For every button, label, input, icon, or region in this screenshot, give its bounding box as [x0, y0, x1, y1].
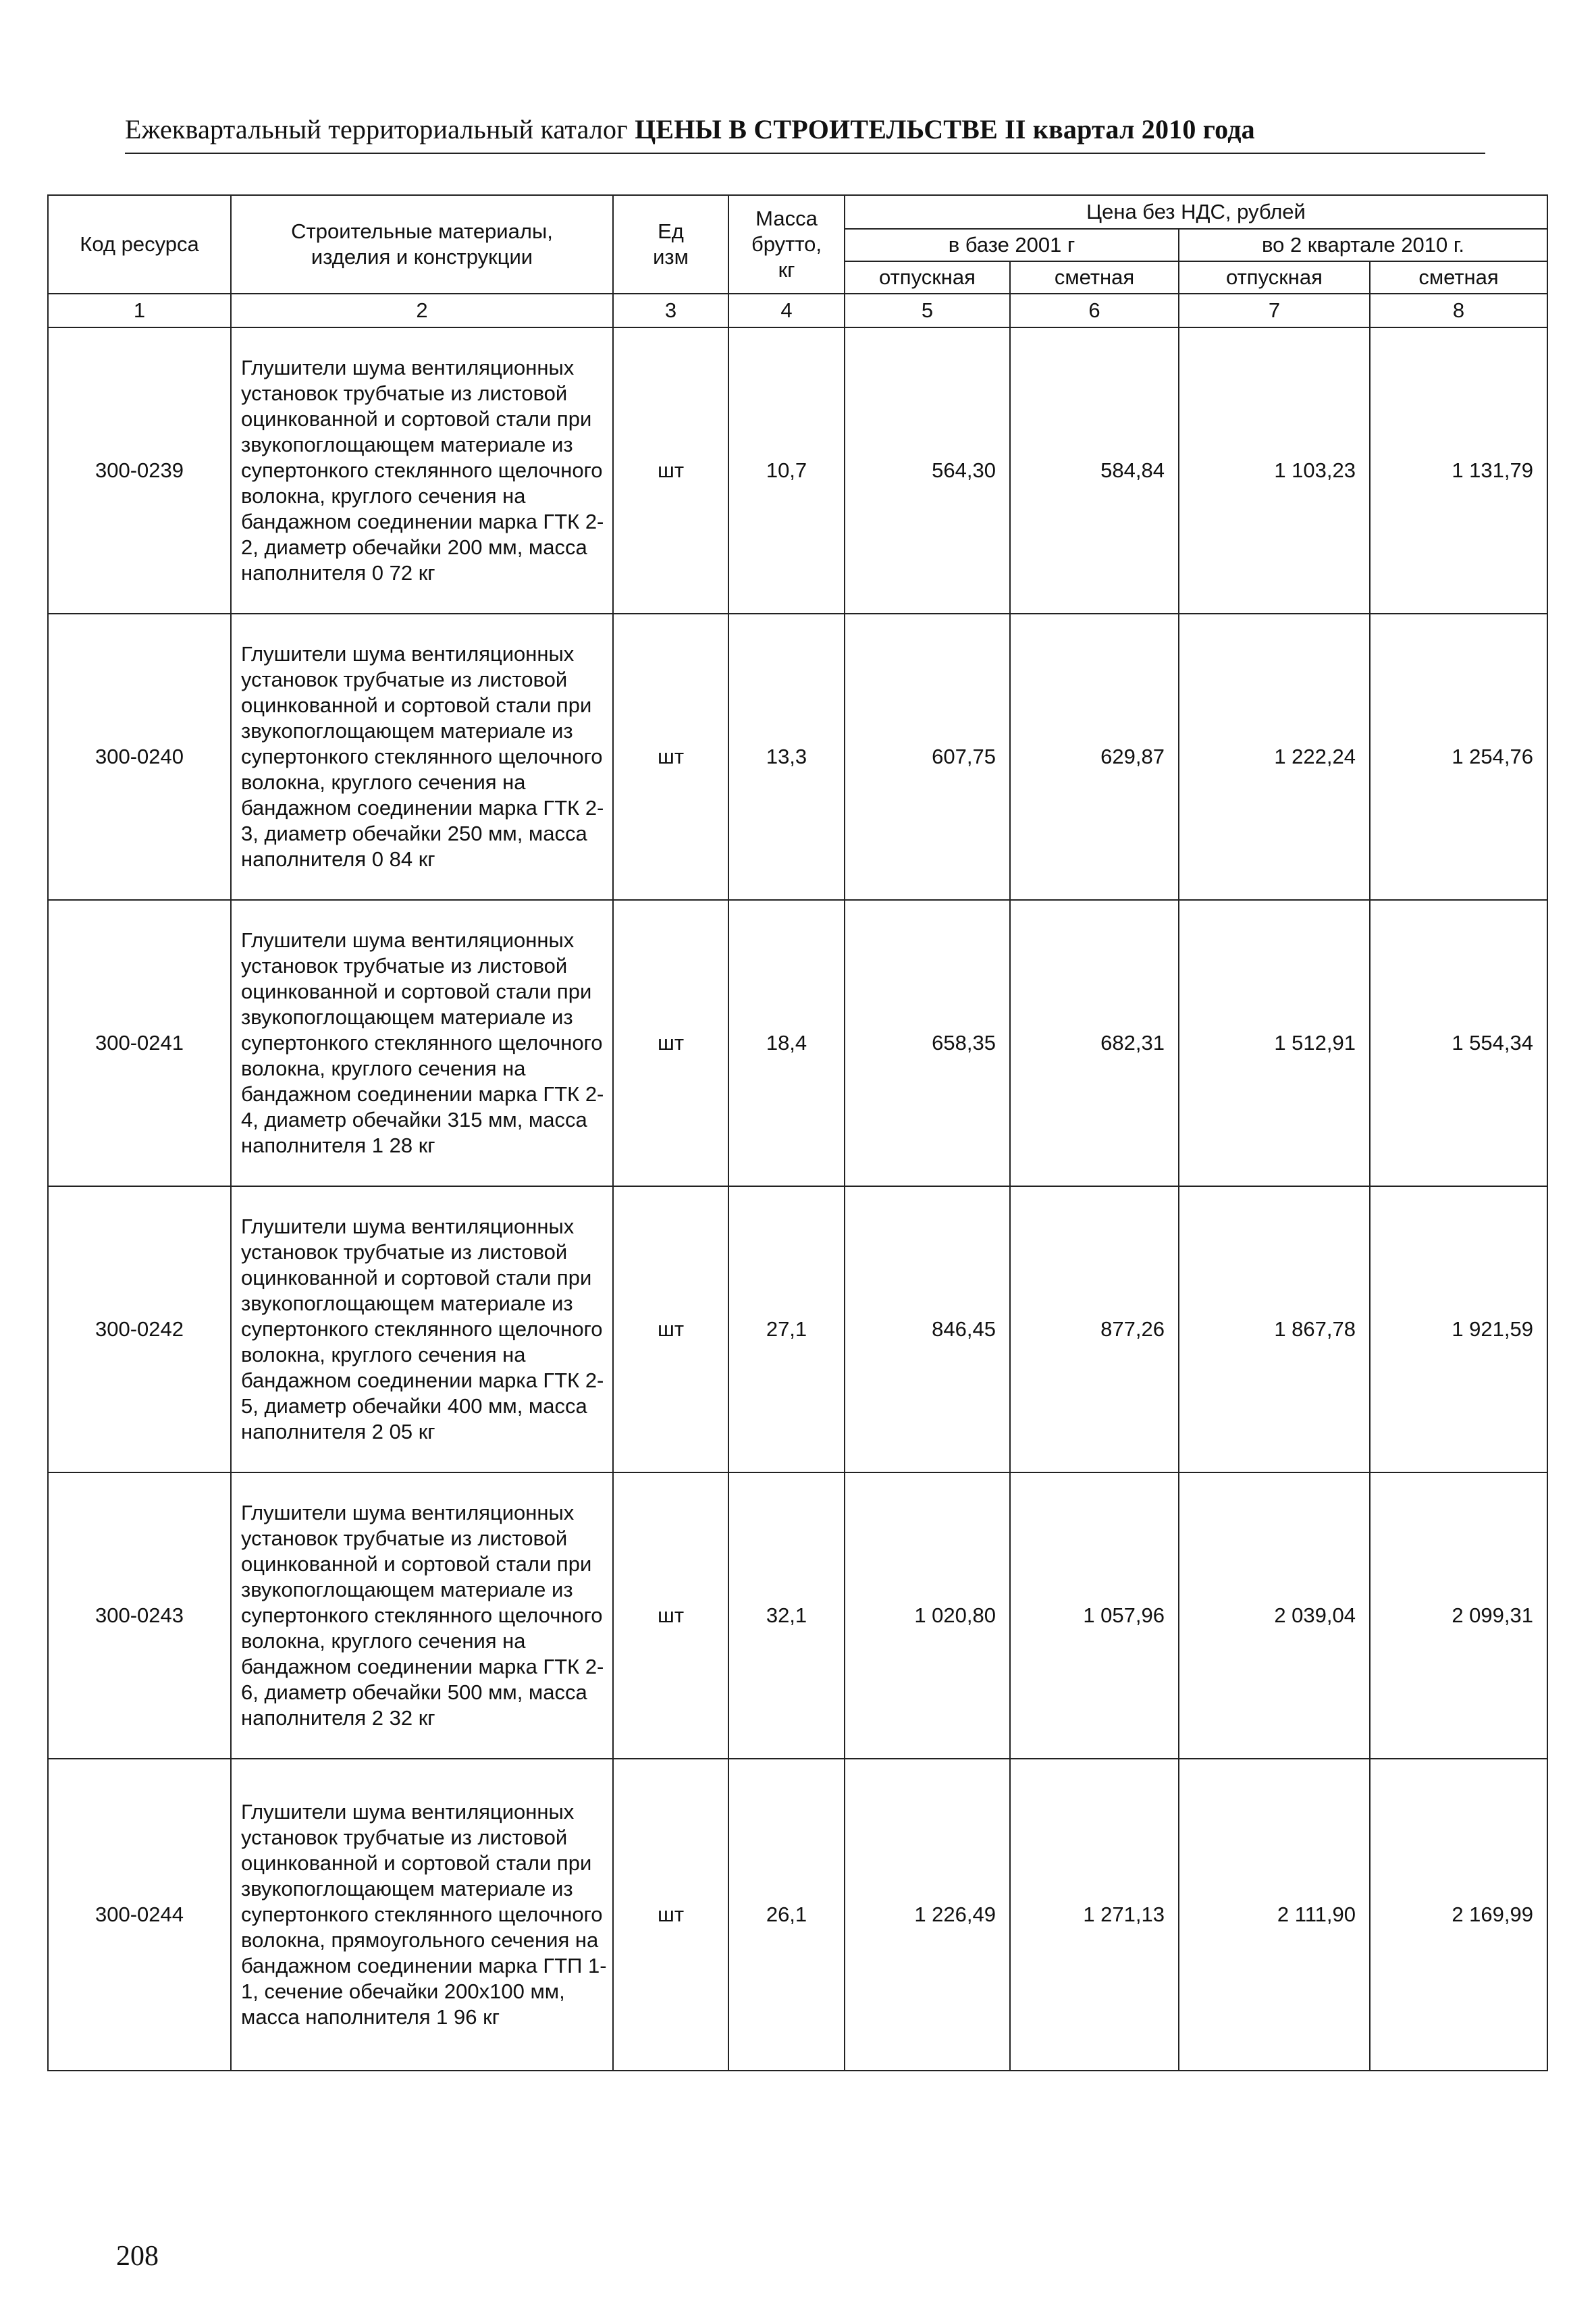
q2-release-price: 2 039,04 — [1179, 1472, 1370, 1759]
resource-code: 300-0239 — [48, 327, 231, 614]
unit-cell: шт — [613, 900, 728, 1186]
base-release-price: 658,35 — [845, 900, 1010, 1186]
table-row — [48, 614, 1547, 900]
unit-cell: шт — [613, 1186, 728, 1472]
page-number: 208 — [116, 2241, 159, 2272]
header-q2-2010: во 2 квартале 2010 г. — [1179, 229, 1547, 261]
q2-estimate-price: 1 921,59 — [1370, 1186, 1547, 1472]
base-estimate-price: 877,26 — [1010, 1186, 1179, 1472]
resource-code: 300-0242 — [48, 1186, 231, 1472]
column-number: 8 — [1370, 294, 1547, 327]
base-release-price: 1 226,49 — [845, 1759, 1010, 2071]
base-release-price: 1 020,80 — [845, 1472, 1010, 1759]
material-description: Глушители шума вентиляционных установок трубчатые из листовой оцинкованной и сортовой стали при звукопоглощающем материале из супертонкого стеклянного щелочного волокна, круглого сечения на бандажном соединении марка ГТК 2-5, диаметр обечайки 400 мм, масса наполнителя 2 05 кг — [231, 1186, 613, 1472]
resource-code: 300-0244 — [48, 1759, 231, 2071]
mass-cell: 32,1 — [728, 1472, 845, 1759]
mass-cell: 18,4 — [728, 900, 845, 1186]
table-row — [48, 1186, 1547, 1472]
base-estimate-price: 1 057,96 — [1010, 1472, 1179, 1759]
header-materials: Строительные материалы, изделия и конструкции — [231, 195, 613, 294]
unit-cell: шт — [613, 1472, 728, 1759]
q2-release-price: 2 111,90 — [1179, 1759, 1370, 2071]
unit-cell: шт — [613, 614, 728, 900]
mass-cell: 26,1 — [728, 1759, 845, 2071]
q2-estimate-price: 1 554,34 — [1370, 900, 1547, 1186]
column-number: 6 — [1010, 294, 1179, 327]
material-description: Глушители шума вентиляционных установок трубчатые из листовой оцинкованной и сортовой стали при звукопоглощающем материале из супертонкого стеклянного щелочного волокна, круглого сечения на бандажном соединении марка ГТК 2-3, диаметр обечайки 250 мм, масса наполнителя 0 84 кг — [231, 614, 613, 900]
table-row — [48, 327, 1547, 614]
q2-estimate-price: 1 131,79 — [1370, 327, 1547, 614]
mass-cell: 27,1 — [728, 1186, 845, 1472]
resource-code: 300-0243 — [48, 1472, 231, 1759]
price-table — [47, 194, 1548, 2071]
resource-code: 300-0240 — [48, 614, 231, 900]
q2-release-price: 1 222,24 — [1179, 614, 1370, 900]
header-catalog-name: ЦЕНЫ В СТРОИТЕЛЬСТВЕ — [635, 114, 998, 144]
header-base-estimate: сметная — [1010, 261, 1179, 294]
base-estimate-price: 584,84 — [1010, 327, 1179, 614]
table-row — [48, 1759, 1547, 2071]
unit-cell: шт — [613, 327, 728, 614]
base-estimate-price: 1 271,13 — [1010, 1759, 1179, 2071]
material-description: Глушители шума вентиляционных установок трубчатые из листовой оцинкованной и сортовой стали при звукопоглощающем материале из супертонкого стеклянного щелочного волокна, прямоугольного сечения на бандажном соединении марка ГТП 1-1, сечение обечайки 200x100 мм, масса наполнителя 1 96 кг — [231, 1759, 613, 2071]
header-code: Код ресурса — [48, 195, 231, 294]
column-number: 1 — [48, 294, 231, 327]
running-header — [125, 113, 1468, 145]
material-description: Глушители шума вентиляционных установок трубчатые из листовой оцинкованной и сортовой стали при звукопоглощающем материале из супертонкого стеклянного щелочного волокна, круглого сечения на бандажном соединении марка ГТК 2-2, диаметр обечайки 200 мм, масса наполнителя 0 72 кг — [231, 327, 613, 614]
q2-release-price: 1 512,91 — [1179, 900, 1370, 1186]
header-prefix: Ежеквартальный территориальный каталог — [125, 114, 628, 144]
q2-release-price: 1 103,23 — [1179, 327, 1370, 614]
header-price-group: Цена без НДС, рублей — [845, 195, 1547, 229]
column-number-row — [48, 294, 1547, 327]
mass-cell: 10,7 — [728, 327, 845, 614]
q2-estimate-price: 2 169,99 — [1370, 1759, 1547, 2071]
resource-code: 300-0241 — [48, 900, 231, 1186]
column-number: 2 — [231, 294, 613, 327]
header-q2-estimate: сметная — [1370, 261, 1547, 294]
q2-estimate-price: 1 254,76 — [1370, 614, 1547, 900]
table-row — [48, 1472, 1547, 1759]
header-q2-release: отпускная — [1179, 261, 1370, 294]
base-estimate-price: 629,87 — [1010, 614, 1179, 900]
header-unit: Ед изм — [613, 195, 728, 294]
q2-estimate-price: 2 099,31 — [1370, 1472, 1547, 1759]
material-description: Глушители шума вентиляционных установок трубчатые из листовой оцинкованной и сортовой стали при звукопоглощающем материале из супертонкого стеклянного щелочного волокна, круглого сечения на бандажном соединении марка ГТК 2-6, диаметр обечайки 500 мм, масса наполнителя 2 32 кг — [231, 1472, 613, 1759]
header-base-release: отпускная — [845, 261, 1010, 294]
unit-cell: шт — [613, 1759, 728, 2071]
q2-release-price: 1 867,78 — [1179, 1186, 1370, 1472]
column-number: 5 — [845, 294, 1010, 327]
base-release-price: 846,45 — [845, 1186, 1010, 1472]
base-estimate-price: 682,31 — [1010, 900, 1179, 1186]
header-rule — [125, 153, 1485, 154]
base-release-price: 564,30 — [845, 327, 1010, 614]
base-release-price: 607,75 — [845, 614, 1010, 900]
mass-cell: 13,3 — [728, 614, 845, 900]
header-period: II квартал 2010 года — [1005, 114, 1255, 144]
table-row — [48, 900, 1547, 1186]
header-mass: Масса брутто, кг — [728, 195, 845, 294]
header-base-2001: в базе 2001 г — [845, 229, 1179, 261]
column-number: 7 — [1179, 294, 1370, 327]
column-number: 4 — [728, 294, 845, 327]
column-number: 3 — [613, 294, 728, 327]
material-description: Глушители шума вентиляционных установок трубчатые из листовой оцинкованной и сортовой стали при звукопоглощающем материале из супертонкого стеклянного щелочного волокна, круглого сечения на бандажном соединении марка ГТК 2-4, диаметр обечайки 315 мм, масса наполнителя 1 28 кг — [231, 900, 613, 1186]
